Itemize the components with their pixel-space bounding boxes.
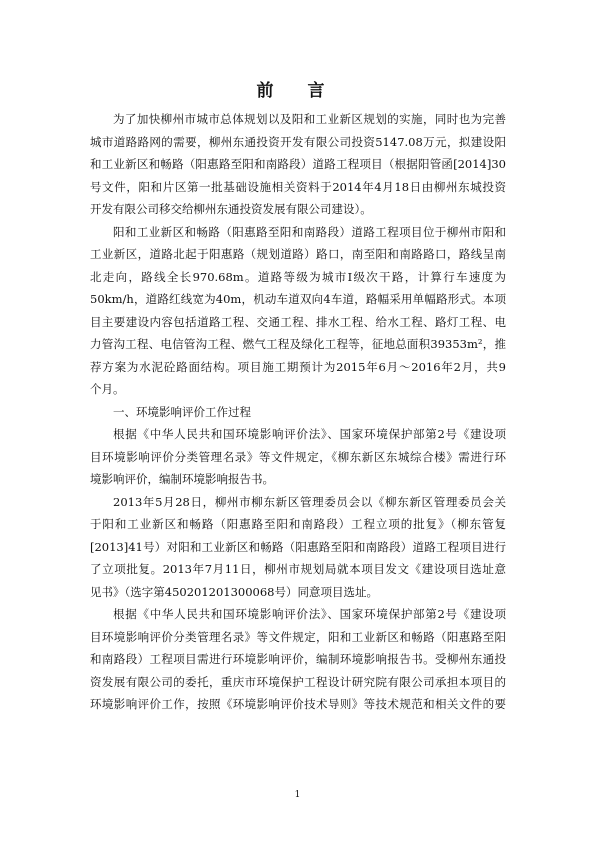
page-title: 前 言 (256, 81, 339, 101)
paragraph-line: 工业新区，道路北起于阳惠路（规划道路）路口，南至阳和南路路口，路线呈南 (90, 247, 506, 261)
paragraph-line: 为了加快柳州市城市总体规划以及阳和工业新区规划的实施，同时也为完善 (113, 112, 506, 126)
paragraph-line: [2013]41号）对阳和工业新区和畅路（阳惠路至阳和南路段）道路工程项目进行 (90, 539, 506, 554)
paragraph-line: 环境影响评价工作，按照《环境影响评价技术导则》等技术规范和相关文件的要 (90, 697, 506, 711)
paragraph-line: 个月。 (90, 382, 125, 396)
paragraph-line: 见书》（选字第450201201300068号）同意项目选址。 (90, 584, 378, 599)
paragraph-line: 50km/h，道路红线宽为40m，机动车道双向4车道，路幅采用单幅路形式。本项 (90, 292, 506, 306)
paragraph-line: 阳和工业新区和畅路（阳惠路至阳和南路段）道路工程项目位于柳州市阳和 (113, 224, 506, 239)
section-heading: 一、环境影响评价工作过程 (113, 404, 251, 419)
paragraph-line: 目主要建设内容包括道路工程、交通工程、排水工程、给水工程、路灯工程、电 (90, 314, 506, 329)
paragraph-line: 和南路段）工程项目需进行环境影响评价，编制环境影响报告书。受柳州东通投 (90, 652, 506, 666)
paragraph-line: 于阳和工业新区和畅路（阳惠路至阳和南路段）工程立项的批复》（柳东管复 (90, 517, 506, 531)
paragraph-line: 境影响评价，编制环境影响报告书。 (90, 472, 274, 486)
paragraph-line: 根据《中华人民共和国环境影响评价法》、国家环境保护部第2号《建设项 (113, 607, 506, 621)
paragraph-line: 资发展有限公司的委托，重庆市环境保护工程设计研究院有限公司承担本项目的 (90, 674, 506, 689)
paragraph-line: 2013年5月28日，柳州市柳东新区管理委员会以《柳东新区管理委员会关 (113, 494, 506, 509)
page-number: 1 (294, 790, 301, 800)
paragraph-line: 了立项批复。2013年7月11日，柳州市规划局就本项目发文《建设项目选址意 (90, 562, 506, 576)
paragraph-line: 开发有限公司移交给柳州东通投资发展有限公司建设）。 (90, 202, 372, 216)
paragraph-line: 目环境影响评价分类管理名录》等文件规定，阳和工业新区和畅路（阳惠路至阳 (90, 629, 506, 644)
paragraph-line: 号文件，阳和片区第一批基础设施相关资料于2014年4月18日由柳州东城投资 (90, 179, 506, 194)
paragraph-line: 目环境影响评价分类管理名录》等文件规定，《柳东新区东城综合楼》需进行环 (90, 449, 506, 464)
paragraph-line: 根据《中华人民共和国环境影响评价法》、国家环境保护部第2号《建设项 (113, 427, 506, 441)
paragraph-line: 和工业新区和畅路（阳惠路至阳和南路段）道路工程项目（根据阳管函[2014]30 (90, 157, 506, 171)
paragraph-line: 力管沟工程、电信管沟工程、燃气工程及绿化工程等，征地总面积39353m²，推 (90, 337, 506, 351)
body-text (90, 108, 506, 716)
paragraph-line: 北走向，路线全长970.68m。道路等级为城市Ⅰ级次干路，计算行车速度为 (90, 269, 506, 284)
paragraph-line: 荐方案为水泥砼路面结构。项目施工期预计为2015年6月～2016年2月，共9 (90, 359, 506, 374)
paragraph-line: 城市道路路网的需要，柳州东通投资开发有限公司投资5147.08万元，拟建设阳 (90, 134, 506, 149)
